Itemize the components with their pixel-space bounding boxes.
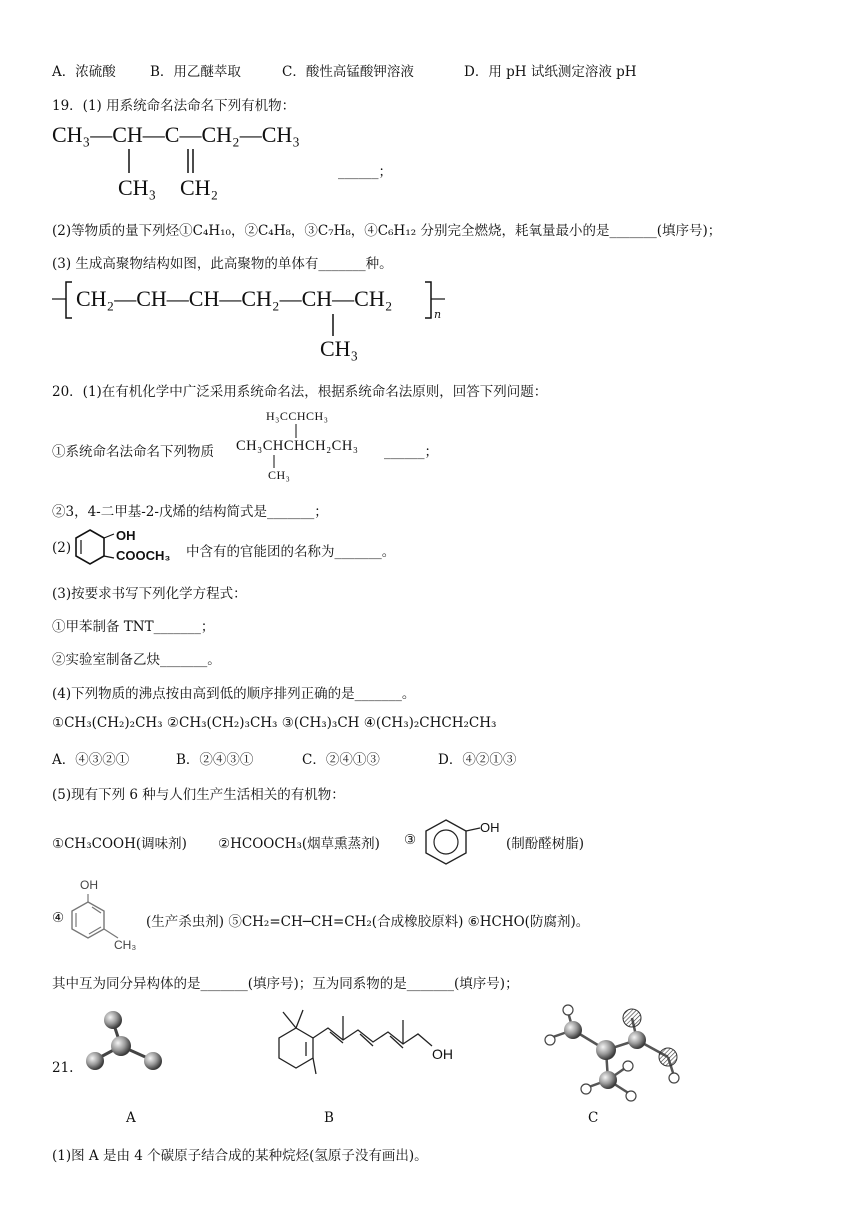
q19-answer-blank: ______； (338, 164, 392, 180)
q19-part3: (3) 生成高聚物结构如图，此高聚物的单体有_______种。 (52, 256, 393, 272)
polymer-branch-ch3: CH₃ (320, 336, 359, 361)
q20-struct-bottom: CH₃ (268, 468, 291, 482)
q19-branch-ch2: CH₂ (180, 175, 219, 200)
q20-p5-item1: ①CH₃COOH(调味剂) (52, 836, 187, 852)
polymer-repeat-unit: CH₂—CH—CH—CH₂—CH—CH₂ (76, 286, 393, 311)
q21-label-a: A (126, 1110, 136, 1126)
q20-part3: (3)按要求书写下列化学方程式： (52, 586, 247, 602)
q20-part4: (4)下列物质的沸点按由高到低的顺序排列正确的是_______。 (52, 686, 416, 702)
q21-part1: (1)图 A 是由 4 个碳原子结合成的某种烷烃(氢原子没有画出)。 (52, 1148, 428, 1164)
q19-structure-main: CH₃—CH—C—CH₂—CH₃ (52, 122, 300, 147)
polymer-n: n (434, 308, 442, 321)
q18-option-d: D．用 pH 试纸测定溶液 pH (464, 64, 637, 80)
q20-option-d: D．④②①③ (438, 752, 517, 768)
q20-p5-item3-use: (制酚醛树脂) (506, 836, 585, 852)
q20-option-c: C．②④①③ (302, 752, 380, 768)
q18-option-b: B．用乙醚萃取 (150, 64, 241, 80)
q20-option-b: B．②④③① (176, 752, 254, 768)
q18-option-c: C．酸性高锰酸钾溶液 (282, 64, 414, 80)
q21-label-b: B (324, 1110, 334, 1126)
q20-part5: (5)现有下列 6 种与人们生产生活相关的有机物： (52, 787, 345, 803)
q19-title: 19．(1) 用系统命名法命名下列有机物： (52, 98, 296, 114)
q21-b-oh: OH (432, 1046, 453, 1062)
phenol-oh: OH (480, 820, 500, 835)
q20-part3-1: ①甲苯制备 TNT_______； (52, 619, 215, 635)
q20-item1-text: ①系统命名法命名下列物质 (52, 444, 214, 460)
q19-part2: (2)等物质的量下列烃①C₄H₁₀，②C₄H₈，③C₇H₈，④C₆H₁₂ 分别完全燃烧，耗氧量最小的是_______(填序号)； (52, 223, 722, 239)
q20-p5-line2: (生产杀虫剂) ⑤CH₂=CH─CH=CH₂(合成橡胶原料) ⑥HCHO(防腐剂)。 (146, 914, 590, 930)
q21-number: 21. (52, 1060, 74, 1076)
cresol-ch3: CH₃ (114, 938, 137, 952)
q20-part2-label: (2) (52, 540, 72, 556)
cresol-oh: OH (80, 878, 98, 892)
q18-option-a: A．浓硫酸 (52, 64, 116, 80)
q20-p5-item3: ③ (404, 832, 417, 848)
q20-part3-2: ②实验室制备乙炔_______。 (52, 652, 221, 668)
q20-p5-question: 其中互为同分异构体的是_______(填序号)；互为同系物的是_______(填序号)； (52, 976, 519, 992)
q20-part4-list: ①CH₃(CH₂)₂CH₃ ②CH₃(CH₂)₃CH₃ ③(CH₃)₃CH ④(CH₃)₂CHCH₂CH₃ (52, 715, 497, 731)
q20-part2-text: 中含有的官能团的名称为_______。 (186, 544, 396, 560)
q20-item1-blank: ______； (384, 444, 438, 460)
q20-p5-item2: ②HCOOCH₃(烟草熏蒸剂) (218, 836, 380, 852)
q20-oh-group: OH (116, 528, 136, 543)
q20-option-a: A．④③②① (52, 752, 130, 768)
q19-branch-ch3: CH₃ (118, 175, 157, 200)
q20-ester-group: COOCH₃ (116, 548, 171, 563)
q20-struct-top: H₃CCHCH₃ (266, 409, 329, 423)
q20-title: 20．(1)在有机化学中广泛采用系统命名法，根据系统命名法原则，回答下列问题： (52, 384, 548, 400)
q20-struct-main: CH₃CHCHCH₂CH₃ (236, 438, 359, 454)
q20-p5-item4: ④ (52, 910, 65, 926)
q20-item2: ②3，4-二甲基-2-戊烯的结构简式是_______； (52, 504, 328, 520)
q21-label-c: C (588, 1110, 599, 1126)
